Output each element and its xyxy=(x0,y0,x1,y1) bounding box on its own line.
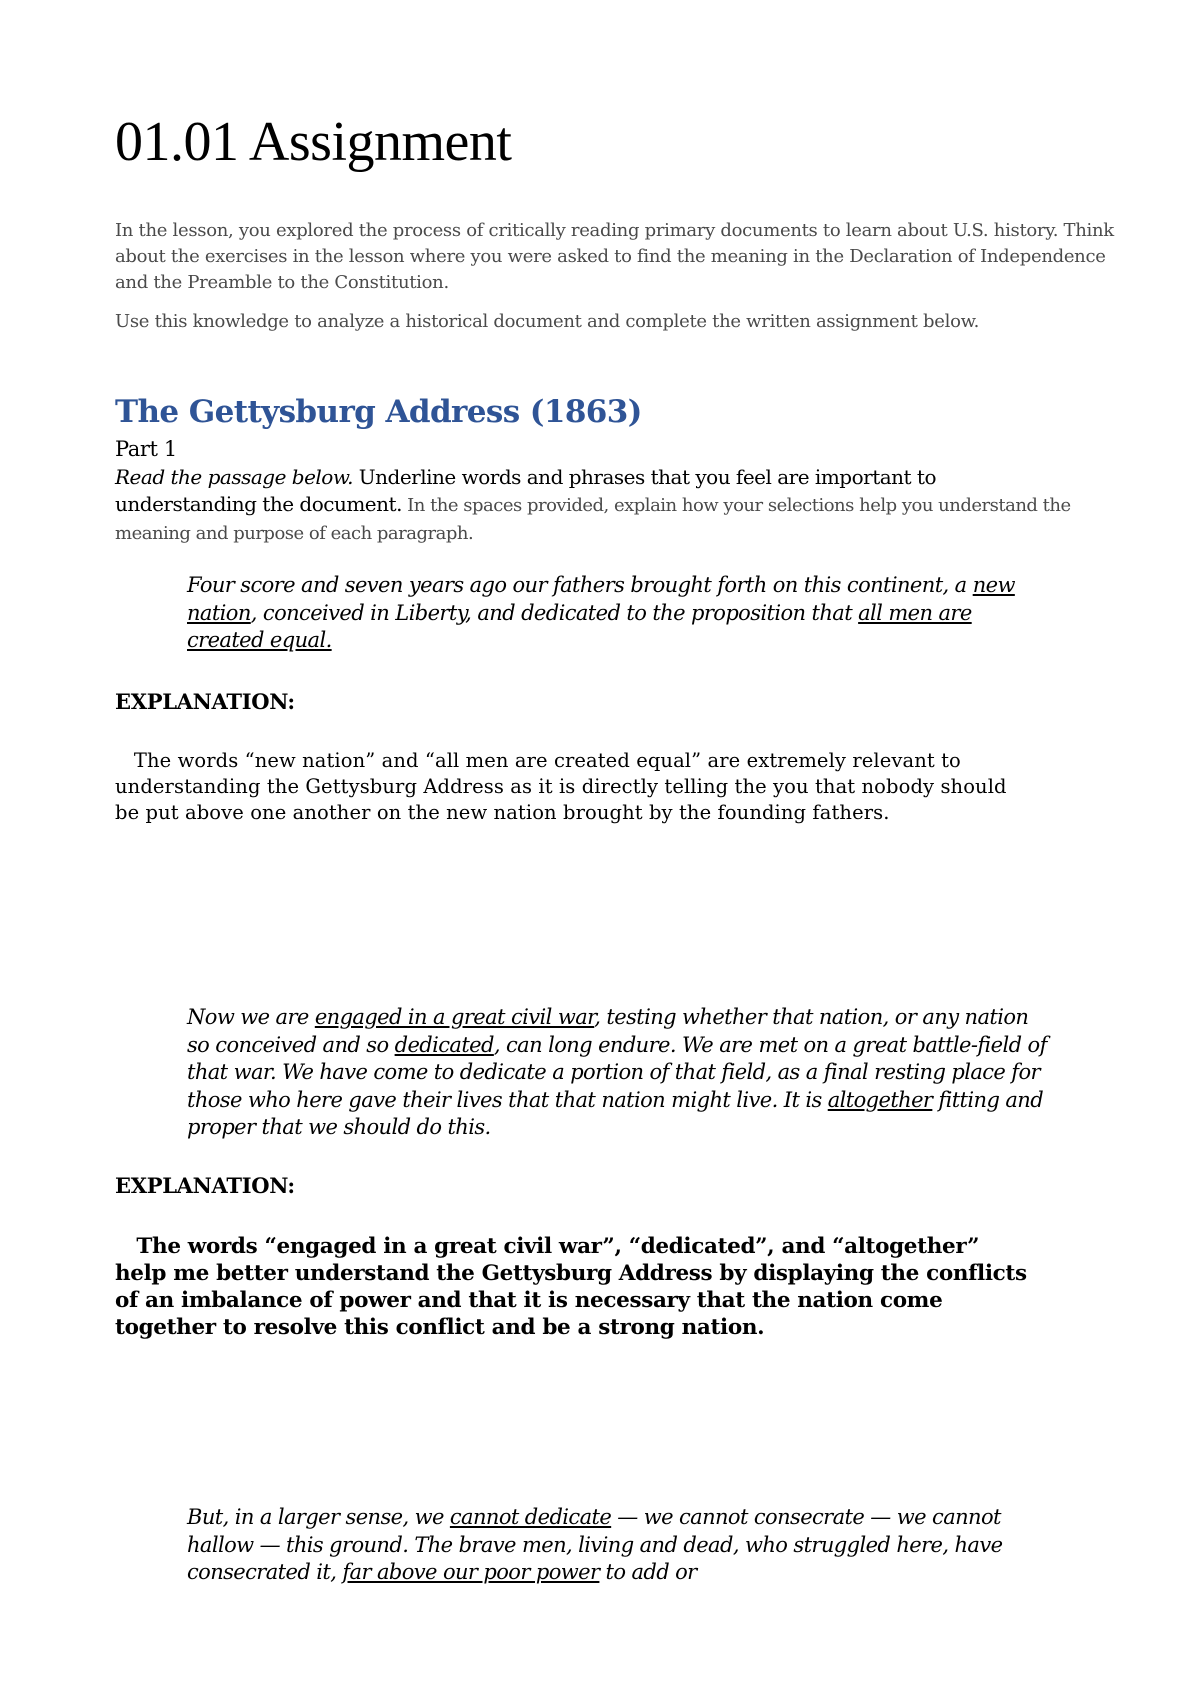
passage-text: , testing whether that nation, or any nation so conceived and so xyxy=(187,1005,1029,1057)
instructions-detail: In the spaces provided, explain how your selections help you understand the meaning and purpose of each paragraph. xyxy=(115,495,1071,544)
instructions xyxy=(115,464,1075,547)
passage-3 xyxy=(187,1504,1047,1587)
instructions-lead: Read the passage below. xyxy=(115,465,353,489)
underlined-phrase: far above our poor power xyxy=(342,1560,600,1584)
explanation-text: The words “new nation” and “all men are created equal” are extremely relevant to understanding the Gettysburg Address as it is directly telling the you that nobody should be put above one another on the new nation brought by the founding fathers. xyxy=(115,749,1007,824)
explanation-answer-2 xyxy=(115,1233,1035,1341)
underlined-phrase: engaged in a great civil war xyxy=(314,1005,595,1029)
explanation-text: The words “engaged in a great civil war”, “dedicated”, and “altogether” help me better understand the Gettysburg Address by displaying the conflicts of an imbalance of power and that it is necessary that the nation come together to resolve this conflict and be a strong nation. xyxy=(115,1234,1027,1340)
explanation-label-2: EXPLANATION: xyxy=(115,1173,295,1198)
intro-paragraph-2: Use this knowledge to analyze a historical document and complete the written assignment below. xyxy=(115,311,979,332)
passage-text: to add or xyxy=(599,1560,697,1584)
underlined-phrase: altogether xyxy=(827,1087,933,1112)
passage-text: fitting and proper that we should do this. xyxy=(187,1087,1044,1139)
underlined-phrase: dedicated xyxy=(394,1032,494,1057)
explanation-label-1: EXPLANATION: xyxy=(115,689,295,714)
explanation-answer-1 xyxy=(115,748,1015,826)
passage-text: , conceived in Liberty, and dedicated to the proposition that xyxy=(250,600,859,625)
page-title: 01.01 Assignment xyxy=(115,111,512,173)
passage-text: — we cannot consecrate — we cannot hallow — this ground. The brave men, living and dead, who struggled here, have consecrated it, xyxy=(187,1505,1003,1584)
passage-text: But, in a larger sense, we xyxy=(187,1505,450,1529)
intro-paragraph-1: In the lesson, you explored the process of critically reading primary documents to learn about U.S. history. Think about the exercises in the lesson where you were asked to find the meaning in the Declaration of Independence and the Preamble to the Constitution. xyxy=(115,220,1114,293)
passage-text: Now we are xyxy=(187,1005,315,1029)
part-label: Part 1 xyxy=(115,437,177,461)
instructions-main: Underline words and phrases that you feel are important to understanding the document. xyxy=(115,465,937,516)
passage-2 xyxy=(187,1004,1047,1142)
underlined-phrase: all men are created equal. xyxy=(187,600,972,652)
passage-text: Four score and seven years ago our fathers brought forth on this continent, a xyxy=(187,573,973,597)
passage-1 xyxy=(187,572,1047,655)
underlined-phrase: new nation xyxy=(187,573,1015,625)
section-heading: The Gettysburg Address (1863) xyxy=(115,394,642,430)
underlined-phrase: cannot dedicate xyxy=(449,1505,612,1529)
passage-text: , can long endure. We are met on a great battle-field of that war. We have come to dedicate a portion of that field, as a final resting place for those who here gave their lives that that nation might live. It is xyxy=(187,1032,1047,1112)
